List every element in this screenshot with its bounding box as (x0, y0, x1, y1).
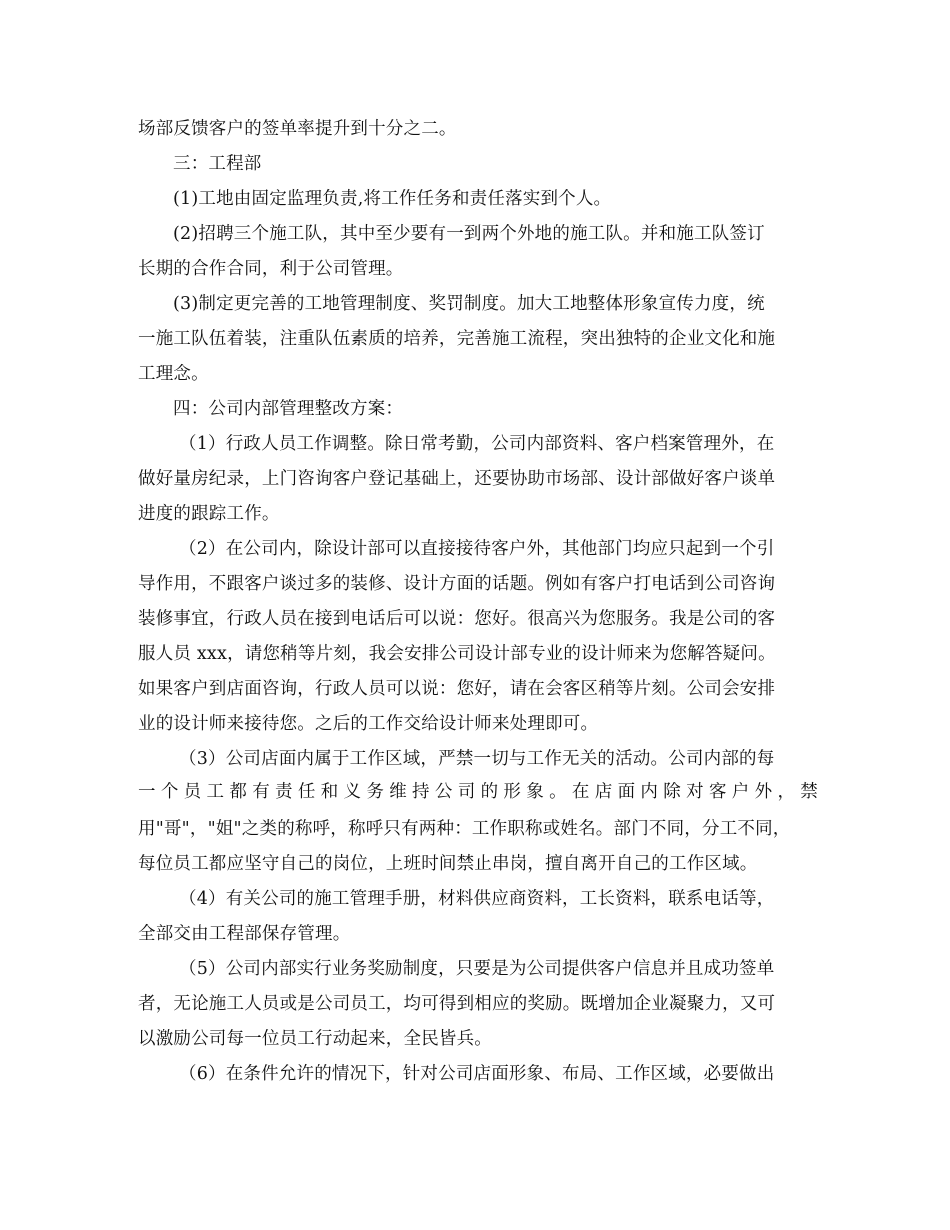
text-line: 导作用，不跟客户谈过多的装修、设计方面的话题。例如有客户打电话到公司咨询 (138, 574, 776, 594)
text-line: 业的设计师来接待您。之后的工作交给设计师来处理即可。 (138, 714, 599, 734)
text-line: 进度的跟踪工作。 (138, 504, 280, 524)
text-line: 长期的合作合同，利于公司管理。 (138, 259, 404, 279)
text-line: （3）公司店面内属于工作区域，严禁一切与工作无关的活动。公司内部的每 (179, 749, 775, 769)
text-line: 一施工队伍着装，注重队伍素质的培养，完善施工流程，突出独特的企业文化和施 (138, 329, 776, 349)
text-line: 工理念。 (138, 364, 209, 384)
text-line: (2)招聘三个施工队，其中至少要有一到两个外地的施工队。并和施工队签订 (173, 224, 765, 244)
text-line: 全部交由工程部保存管理。 (138, 924, 351, 944)
text-line: 者，无论施工人员或是公司员工，均可得到相应的奖励。既增加企业凝聚力，又可 (138, 994, 776, 1014)
section-heading-engineering: 三：工程部 (173, 154, 262, 174)
text-line: 服人员 xxx，请您稍等片刻，我会安排公司设计部专业的设计师来为您解答疑问。 (138, 644, 776, 664)
text-line: 每位员工都应坚守自己的岗位，上班时间禁止串岗，擅自离开自己的工作区域。 (138, 854, 758, 874)
text-line: （1）行政人员工作调整。除日常考勤，公司内部资料、客户档案管理外，在 (179, 434, 775, 454)
text-line: （5）公司内部实行业务奖励制度，只要是为公司提供客户信息并且成功签单 (179, 959, 775, 979)
text-line: (3)制定更完善的工地管理制度、奖罚制度。加大工地整体形象宣传力度，统 (173, 294, 765, 314)
text-line: 用"哥"，"姐"之类的称呼，称呼只有两种：工作职称或姓名。部门不同，分工不同， (138, 819, 791, 839)
text-line: （6）在条件允许的情况下，针对公司店面形象、布局、工作区域，必要做出 (179, 1064, 775, 1084)
text-line: 以激励公司每一位员工行动起来，全民皆兵。 (138, 1029, 492, 1049)
text-line: (1)工地由固定监理负责,将工作任务和责任落实到个人。 (173, 189, 612, 209)
text-line: （2）在公司内，除设计部可以直接接待客户外，其他部门均应只起到一个引 (179, 539, 775, 559)
text-line: （4）有关公司的施工管理手册，材料供应商资料，工长资料，联系电话等， (179, 889, 775, 909)
text-line: 做好量房纪录，上门咨询客户登记基础上，还要协助市场部、设计部做好客户谈单 (138, 469, 776, 489)
text-line: 一个员工都有责任和义务维持公司的形象。在店面内除对客户外，禁 (138, 782, 818, 802)
text-line: 场部反馈客户的签单率提升到十分之二。 (138, 119, 457, 139)
section-heading-internal-management: 四：公司内部管理整改方案： (173, 399, 404, 419)
document-body (138, 112, 818, 1092)
text-line: 装修事宜，行政人员在接到电话后可以说：您好。很高兴为您服务。我是公司的客 (138, 609, 776, 629)
text-line: 如果客户到店面咨询，行政人员可以说：您好，请在会客区稍等片刻。公司会安排 (138, 679, 776, 699)
